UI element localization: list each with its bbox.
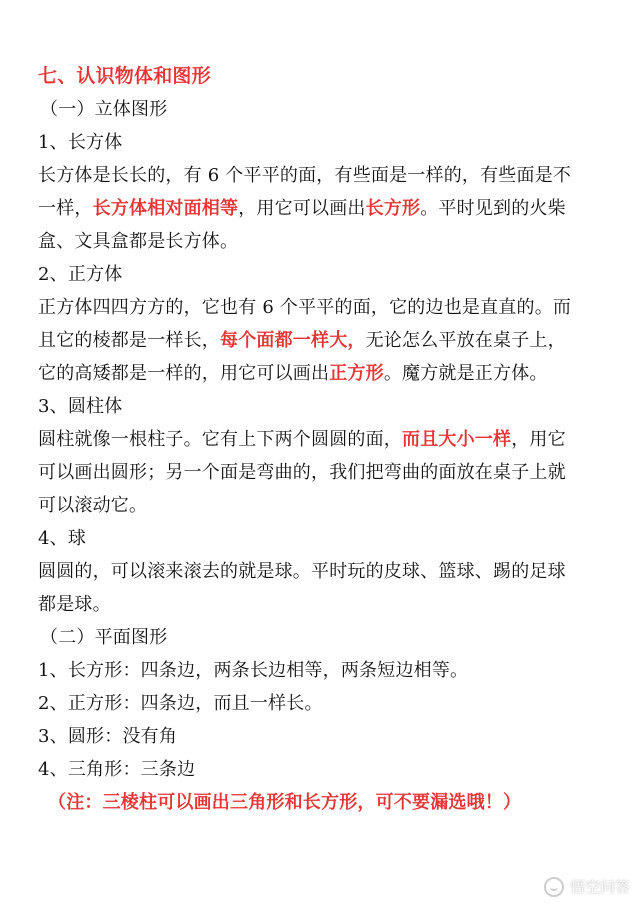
cuboid-text-line-3: 盒、文具盒都是长方体。 bbox=[38, 231, 239, 252]
text-run: 无论怎么平放在桌子上， bbox=[365, 330, 566, 351]
solid-shapes-heading: （一）立体图形 bbox=[40, 99, 168, 120]
cube-title: 2、正方体 bbox=[38, 264, 123, 285]
section-title: 七、认识物体和图形 bbox=[38, 65, 211, 87]
note-text: （注：三棱柱可以画出三角形和长方形，可不要漏选哦！） bbox=[48, 792, 522, 813]
cube-text-line-3 bbox=[38, 357, 613, 390]
text-run: ，用它可以画出 bbox=[238, 198, 366, 219]
text-run: 。平时见到的火柴 bbox=[420, 198, 566, 219]
text-run: 且它的棱都是一样长， bbox=[38, 330, 220, 351]
highlight-text: 而且大小一样 bbox=[402, 429, 512, 450]
chat-bubble-icon bbox=[544, 877, 564, 897]
cylinder-text-line-2: 可以画出圆形；另一个面是弯曲的，我们把弯曲的面放在桌子上就 bbox=[38, 462, 566, 483]
cuboid-text-line-1: 长方体是长长的，有 6 个平平的面，有些面是一样的，有些面是不 bbox=[38, 165, 572, 186]
watermark bbox=[544, 876, 630, 897]
plane-shapes-heading: （二）平面图形 bbox=[40, 627, 168, 648]
cuboid-title: 1、长方体 bbox=[38, 132, 123, 153]
plane-item-rectangle: 1、长方形：四条边，两条长边相等，两条短边相等。 bbox=[38, 660, 469, 681]
highlight-text: 每个面都一样大， bbox=[220, 330, 366, 351]
watermark-text: 悟空问答 bbox=[569, 878, 630, 896]
plane-item-circle: 3、圆形：没有角 bbox=[38, 726, 178, 747]
cylinder-title: 3、圆柱体 bbox=[38, 396, 123, 417]
sphere-text-line-2: 都是球。 bbox=[38, 594, 111, 615]
sphere-text-line-1: 圆圆的，可以滚来滚去的就是球。平时玩的皮球、篮球、踢的足球 bbox=[38, 561, 566, 582]
cylinder-text-line-1 bbox=[38, 423, 613, 456]
text-run: 圆柱就像一根柱子。它有上下两个圆圆的面， bbox=[38, 429, 402, 450]
sphere-title: 4、球 bbox=[38, 528, 87, 549]
plane-item-triangle: 4、三角形：三条边 bbox=[38, 759, 196, 780]
cube-text-line-2 bbox=[38, 324, 613, 357]
highlight-text: 长方形 bbox=[365, 198, 421, 219]
text-run: 它的高矮都是一样的，用它可以画出 bbox=[38, 363, 330, 384]
cuboid-text-line-2 bbox=[38, 192, 613, 225]
document-page bbox=[38, 60, 613, 819]
cylinder-text-line-3: 可以滚动它。 bbox=[38, 495, 148, 516]
text-run: ，用它 bbox=[511, 429, 566, 450]
highlight-text: 长方体相对面相等 bbox=[92, 198, 239, 219]
cube-text-line-1: 正方体四四方方的，它也有 6 个平平的面，它的边也是直直的。而 bbox=[38, 297, 572, 318]
text-run: 。魔方就是正方体。 bbox=[383, 363, 548, 384]
highlight-text: 正方形 bbox=[329, 363, 384, 384]
text-run: 一样， bbox=[38, 198, 93, 219]
plane-item-square: 2、正方形：四条边，而且一样长。 bbox=[38, 693, 323, 714]
